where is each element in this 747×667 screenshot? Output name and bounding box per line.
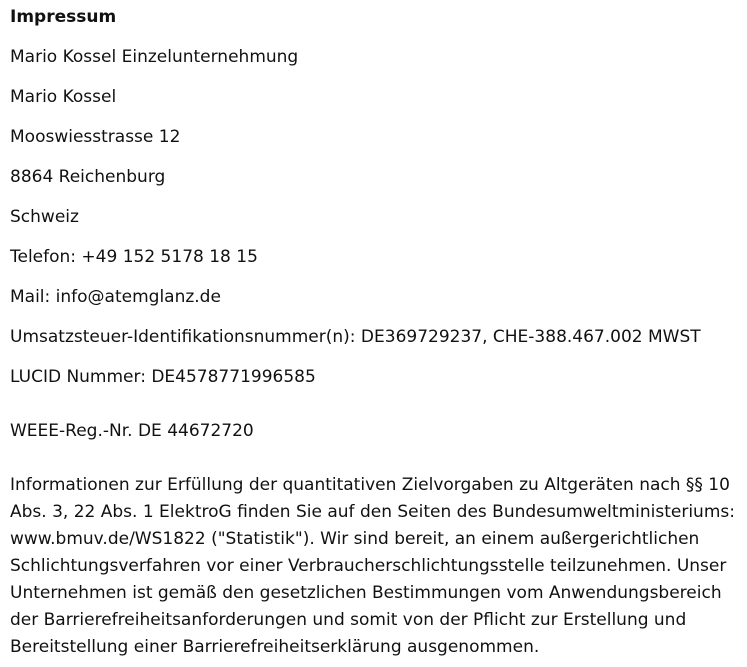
postal-city: 8864 Reichenburg <box>10 167 166 187</box>
weee-registration: WEEE-Reg.-Nr. DE 44672720 <box>10 421 254 441</box>
country: Schweiz <box>10 207 79 227</box>
legal-info-paragraph: Informationen zur Erfüllung der quantitativen Zielvorgaben zu Altgeräten nach §§ 10 Abs. 3, 22 Abs. 1 ElektroG finden Sie auf den Seiten des Bundesumweltministeriums: www.bmuv.de/WS1822 ("Statistik"). Wir sind bereit, an einem außergerichtlichen Schlichtungsverfahren vor einer Verbraucherschlichtungsstelle teilzunehmen. Unser Unternehmen ist gemäß den gesetzlichen Bestimmungen vom Anwendungsbereich der Barrierefreiheitsanforderungen und somit von der Pflicht zur Erstellung und Bereitstellung einer Barrierefreiheitserklärung ausgenommen. <box>10 475 735 657</box>
page-title: Impressum <box>10 7 117 27</box>
company-name: Mario Kossel Einzelunternehmung <box>10 47 299 67</box>
mail-line: Mail: info@atemglanz.de <box>10 287 221 307</box>
lucid-number: LUCID Nummer: DE4578771996585 <box>10 367 316 387</box>
vat-id-line: Umsatzsteuer-Identifikationsnummer(n): DE369729237, CHE-388.467.002 MWST <box>10 327 701 347</box>
owner-name: Mario Kossel <box>10 87 117 107</box>
street-address: Mooswiesstrasse 12 <box>10 127 181 147</box>
phone-line: Telefon: +49 152 5178 18 15 <box>10 247 258 267</box>
